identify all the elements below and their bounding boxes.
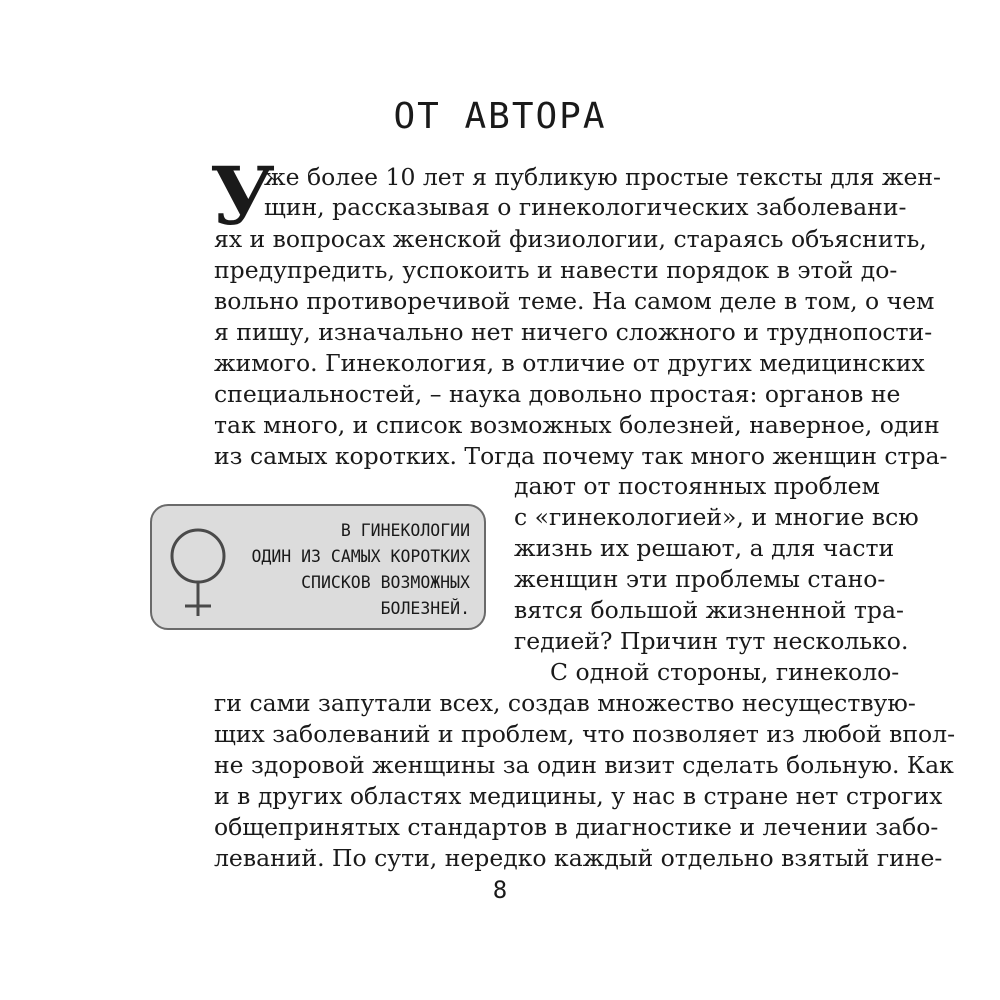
text-line: леваний. По сути, нередко каждый отдельно взятый гине-: [214, 844, 943, 872]
text-line: щих заболеваний и проблем, что позволяет из любой впол-: [214, 720, 956, 748]
text-line: же более 10 лет я публикую простые тексты для жен-: [264, 163, 942, 191]
callout-text: БОЛЕЗНЕЙ.: [380, 599, 470, 618]
female-symbol-icon: [164, 520, 244, 620]
text-line: предупредить, успокоить и навести порядок в этой до-: [214, 256, 898, 284]
text-line: ги сами запутали всех, создав множество несуществую-: [214, 689, 916, 717]
text-line: и в других областях медицины, у нас в стране нет строгих: [214, 782, 943, 810]
text-line: щин, рассказывая о гинекологических заболевани-: [264, 193, 907, 221]
text-line: вольно противоречивой теме. На самом деле в том, о чем: [214, 287, 935, 315]
page-number: 8: [492, 876, 508, 904]
page-title: ОТ АВТОРА: [393, 96, 607, 137]
drop-cap: У: [210, 149, 275, 243]
text-line: я пишу, изначально нет ничего сложного и труднопости-: [214, 318, 933, 346]
text-line: жимого. Гинекология, в отличие от других медицинских: [214, 349, 925, 377]
text-line: из самых коротких. Тогда почему так много женщин стра-: [214, 442, 948, 470]
text-line: специальностей, – наука довольно простая: органов не: [214, 380, 901, 408]
callout-text: В ГИНЕКОЛОГИИ: [340, 521, 470, 540]
text-line: жизнь их решают, а для части: [514, 534, 895, 562]
text-line: гедией? Причин тут несколько.: [514, 627, 909, 655]
callout-text: ОДИН ИЗ САМЫХ КОРОТКИХ: [251, 547, 470, 566]
text-line: дают от постоянных проблем: [514, 472, 880, 500]
text-line: не здоровой женщины за один визит сделать больную. Как: [214, 751, 954, 779]
text-line: ях и вопросах женской физиологии, стараясь объяснить,: [214, 225, 927, 253]
text-line: общепринятых стандартов в диагностике и лечении забо-: [214, 813, 939, 841]
callout-box: [150, 504, 486, 630]
callout-text: СПИСКОВ ВОЗМОЖНЫХ: [301, 573, 470, 592]
text-line: с «гинекологией», и многие всю: [514, 503, 919, 531]
text-line: вятся большой жизненной тра-: [514, 596, 904, 624]
text-line: С одной стороны, гинеколо-: [550, 658, 900, 686]
text-line: так много, и список возможных болезней, наверное, один: [214, 411, 940, 439]
text-line: женщин эти проблемы стано-: [514, 565, 886, 593]
